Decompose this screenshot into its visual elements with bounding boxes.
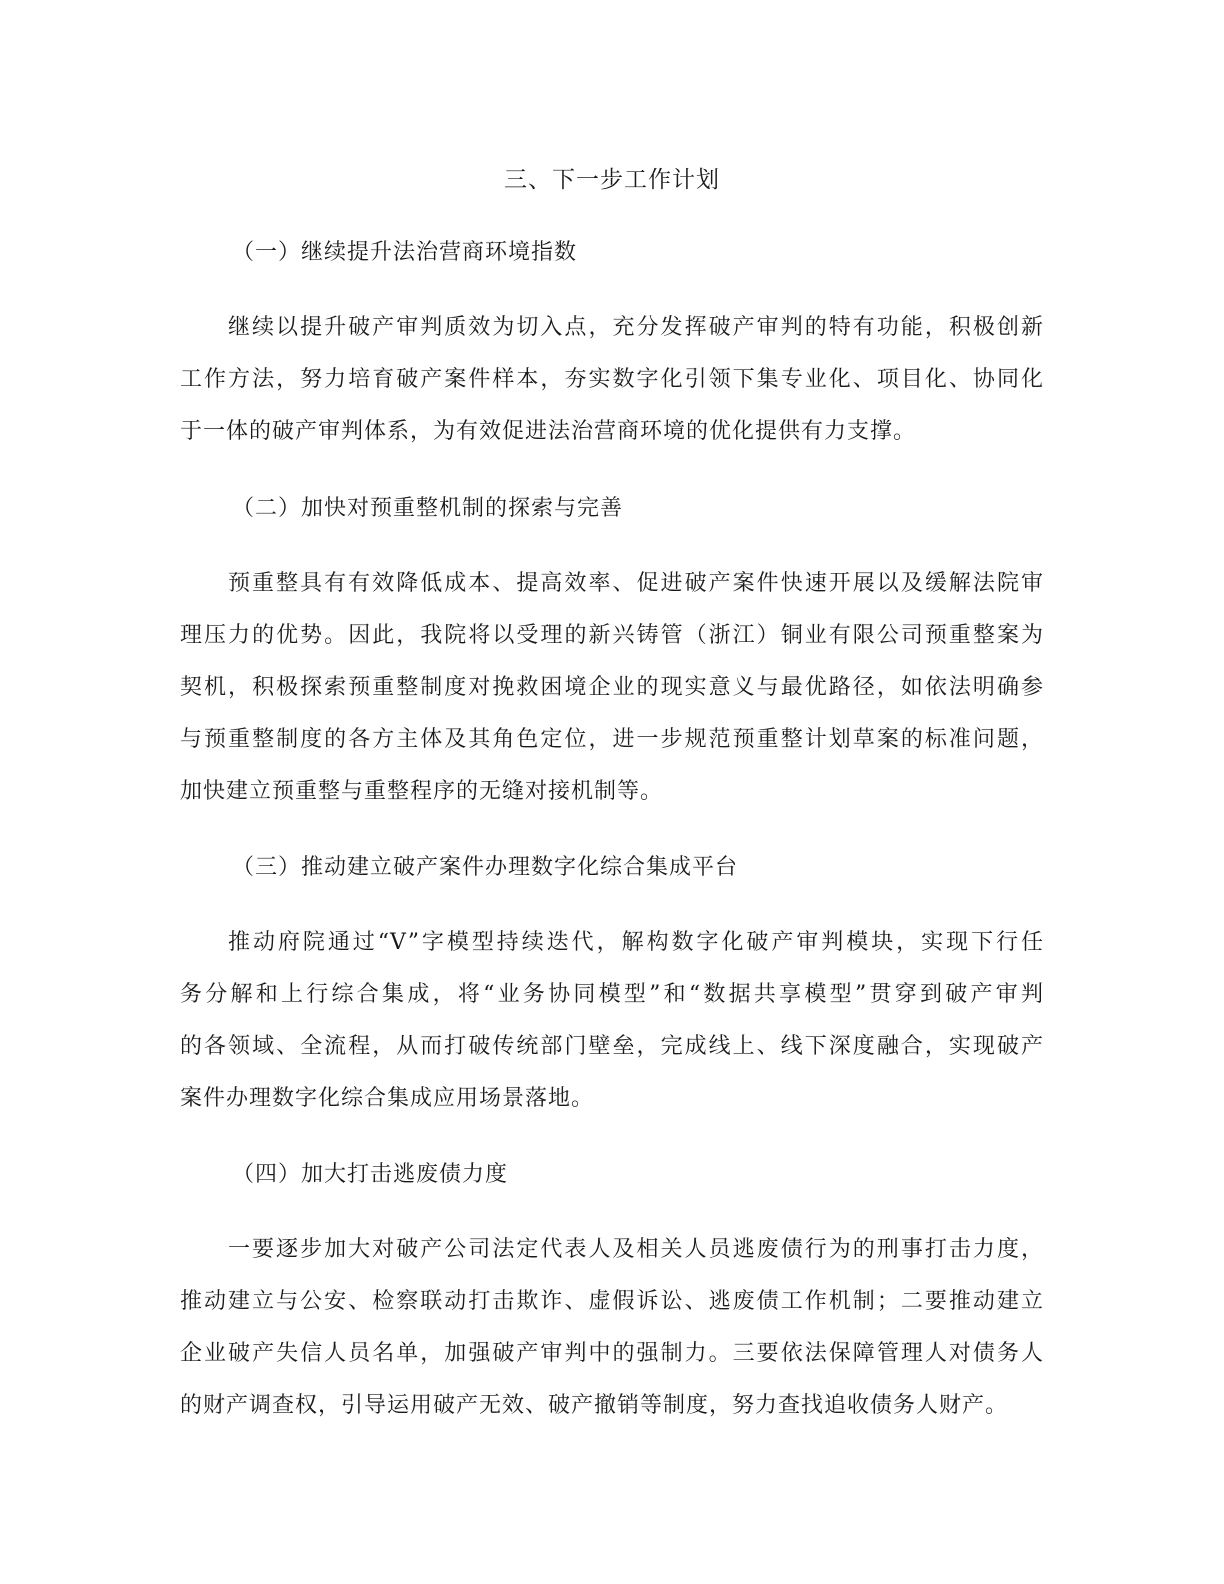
paragraph-line: 推动建立与公安、检察联动打击欺诈、虚假诉讼、逃废债工作机制；二要推动建立 <box>180 1289 1044 1314</box>
paragraph-line: 与预重整制度的各方主体及其角色定位，进一步规范预重整计划草案的标准问题， <box>180 727 1044 752</box>
section-paragraph-2 <box>180 558 1044 818</box>
paragraph-line: 于一体的破产审判体系，为有效促进法治营商环境的优化提供有力支撑。 <box>180 419 917 444</box>
section-heading-3: （三）推动建立破产案件办理数字化综合集成平台 <box>232 855 739 880</box>
paragraph-line: 案件办理数字化综合集成应用场景落地。 <box>180 1086 595 1111</box>
page-title: 三、下一步工作计划 <box>504 167 720 193</box>
section-heading-2: （二）加快对预重整机制的探索与完善 <box>232 496 624 521</box>
paragraph-line: 理压力的优势。因此，我院将以受理的新兴铸管（浙江）铜业有限公司预重整案为 <box>180 623 1044 648</box>
paragraph-line: 工作方法，努力培育破产案件样本，夯实数字化引领下集专业化、项目化、协同化 <box>180 367 1044 392</box>
paragraph-line: 务分解和上行综合集成，将“业务协同模型”和“数据共享模型”贯穿到破产审判 <box>180 982 1044 1007</box>
paragraph-line: 加快建立预重整与重整程序的无缝对接机制等。 <box>180 779 664 804</box>
section-paragraph-1 <box>180 302 1044 458</box>
paragraph-line: 预重整具有有效降低成本、提高效率、促进破产案件快速开展以及缓解法院审 <box>228 571 1044 596</box>
paragraph-line: 的各领域、全流程，从而打破传统部门壁垒，完成线上、线下深度融合，实现破产 <box>180 1034 1044 1059</box>
section-heading-4: （四）加大打击逃废债力度 <box>232 1162 509 1187</box>
section-paragraph-3 <box>180 917 1044 1125</box>
paragraph-line: 继续以提升破产审判质效为切入点，充分发挥破产审判的特有功能，积极创新 <box>228 315 1044 340</box>
paragraph-line: 的财产调查权，引导运用破产无效、破产撤销等制度，努力查找追收债务人财产。 <box>180 1393 1009 1418</box>
paragraph-line: 推动府院通过“V”字模型持续迭代，解构数字化破产审判模块，实现下行任 <box>228 930 1044 955</box>
paragraph-line: 一要逐步加大对破产公司法定代表人及相关人员逃废债行为的刑事打击力度， <box>228 1237 1044 1262</box>
paragraph-line: 契机，积极探索预重整制度对挽救困境企业的现实意义与最优路径，如依法明确参 <box>180 675 1044 700</box>
section-heading-1: （一）继续提升法治营商环境指数 <box>232 240 578 265</box>
paragraph-line: 企业破产失信人员名单，加强破产审判中的强制力。三要依法保障管理人对债务人 <box>180 1341 1044 1366</box>
section-paragraph-4 <box>180 1224 1044 1432</box>
